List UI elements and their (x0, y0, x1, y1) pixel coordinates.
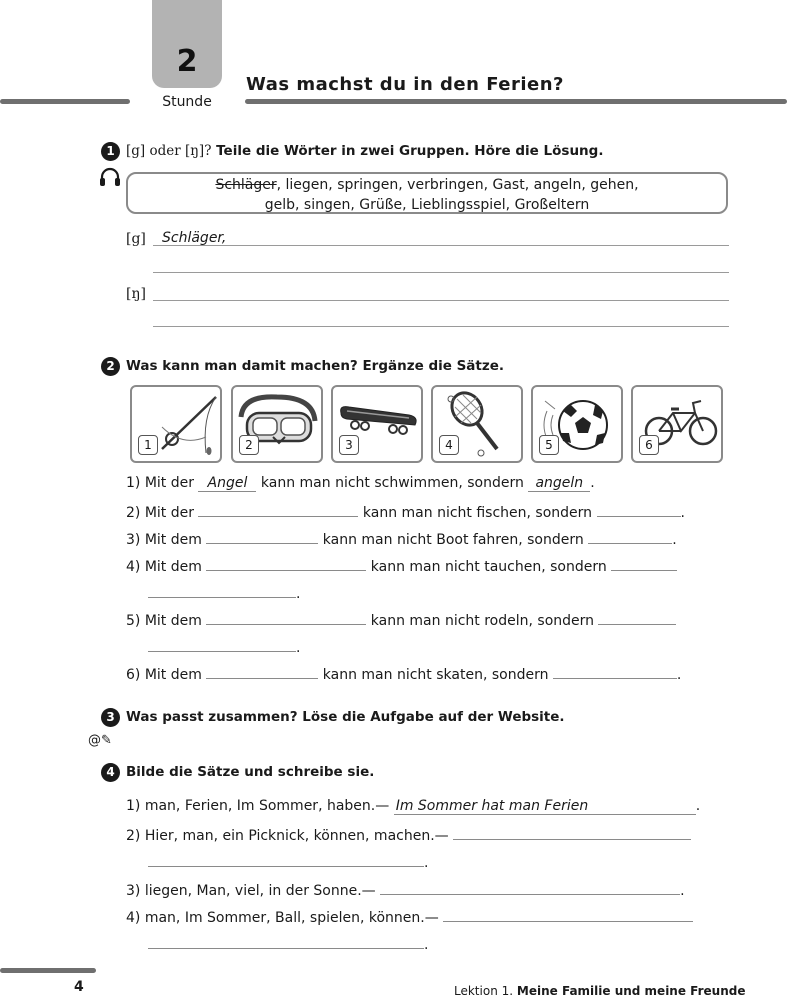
t4s2-blank-1[interactable] (453, 825, 691, 840)
task2-sentence-4 (126, 556, 677, 575)
task1-instruction-text: Teile die Wörter in zwei Gruppen. Höre die Lösung. (211, 143, 604, 159)
t4s2-number: 2) (126, 828, 141, 844)
task4-sentence-2 (126, 825, 691, 844)
website-icon[interactable]: @✎ (88, 733, 112, 748)
s1-fill-angeln[interactable]: angeln (528, 475, 590, 492)
page-title: Was machst du in den Ferien? (246, 74, 564, 95)
s5-part-b: kann man nicht rodeln, sondern (370, 613, 595, 629)
s6-part-a: Mit dem (144, 667, 202, 683)
s2-number: 2) (126, 505, 141, 521)
s3-part-b: kann man nicht Boot fahren, sondern (322, 532, 584, 548)
t4s1-prompt: man, Ferien, Im Sommer, haben.— (144, 798, 390, 814)
task2-sentence-1 (126, 475, 595, 492)
s4-blank-2[interactable] (611, 556, 677, 571)
t4s3-end: . (680, 883, 685, 899)
header-rule-right (245, 99, 787, 104)
task4-sentence-4 (126, 907, 693, 926)
task2-sentence-3 (126, 529, 677, 548)
s3-number: 3) (126, 532, 141, 548)
task1-instruction (126, 143, 603, 159)
s2-blank-2[interactable] (597, 502, 681, 517)
word-box-line2: gelb, singen, Grüße, Lieblingsspiel, Großeltern (264, 197, 590, 213)
s2-part-a: Mit der (144, 505, 194, 521)
s6-end: . (676, 667, 682, 683)
task2-instruction: Was kann man damit machen? Ergänze die Sätze. (126, 358, 505, 374)
t4s4-number: 4) (126, 910, 141, 926)
s3-end: . (672, 532, 677, 548)
t4s2-end: . (424, 855, 429, 871)
answer-line-ng-1[interactable] (153, 300, 729, 301)
footer-rule (0, 968, 96, 973)
s5-part-a: Mit dem (144, 613, 202, 629)
t4s1-answer[interactable]: Im Sommer hat man Ferien (394, 798, 696, 815)
answer-g-handwritten: Schläger, (162, 230, 227, 246)
picture-card-1 (130, 385, 222, 463)
t4s1-number: 1) (126, 798, 141, 814)
s5-blank-1[interactable] (206, 610, 366, 625)
s4-number: 4) (126, 559, 141, 575)
header-rule-left (0, 99, 130, 104)
t4s4-blank-2[interactable] (148, 934, 424, 949)
t4s1-end: . (695, 798, 701, 814)
s3-part-a: Mit dem (144, 532, 202, 548)
s2-end: . (680, 505, 685, 521)
s1-part-a: Mit der (144, 475, 194, 491)
s1-fill-angel[interactable]: Angel (198, 475, 256, 492)
t4s4-prompt: man, Im Sommer, Ball, spielen, können.— (144, 910, 439, 926)
task2-sentence-6 (126, 664, 681, 683)
s1-part-b: kann man nicht schwimmen, sondern (260, 475, 524, 491)
word-box (126, 172, 728, 214)
card-number-5: 5 (539, 435, 559, 455)
stunde-label: Stunde (162, 94, 212, 110)
s6-blank-2[interactable] (553, 664, 677, 679)
s2-part-b: kann man nicht fischen, sondern (362, 505, 593, 521)
stunde-number: 2 (176, 44, 198, 79)
task2-sentence-2 (126, 502, 685, 521)
s4-blank-1[interactable] (206, 556, 366, 571)
t4s3-blank-1[interactable] (380, 880, 680, 895)
label-g: [g] (126, 231, 146, 247)
s2-blank-1[interactable] (198, 502, 358, 517)
answer-line-ng-2[interactable] (153, 326, 729, 327)
s5-end: . (296, 640, 301, 656)
task4-sentence-2-cont (148, 852, 428, 871)
t4s4-end: . (424, 937, 429, 953)
s5-number: 5) (126, 613, 141, 629)
word-schlaeger-struck: Schläger (215, 177, 277, 193)
picture-card-4 (431, 385, 523, 463)
t4s3-prompt: liegen, Man, viel, in der Sonne.— (144, 883, 376, 899)
footer-lektion (454, 984, 745, 998)
s6-blank-1[interactable] (206, 664, 318, 679)
word-box-line1 (128, 175, 726, 195)
s3-blank-1[interactable] (206, 529, 318, 544)
s5-blank-3[interactable] (148, 637, 296, 652)
task4-instruction: Bilde die Sätze und schreibe sie. (126, 764, 375, 780)
task4-number: 4 (101, 763, 120, 782)
task4-sentence-4-cont (148, 934, 428, 953)
t4s4-blank-1[interactable] (443, 907, 693, 922)
card-number-1: 1 (138, 435, 158, 455)
task1-ipa: [g] oder [ŋ]? (126, 143, 212, 159)
s6-part-b: kann man nicht skaten, sondern (322, 667, 549, 683)
card-number-3: 3 (339, 435, 359, 455)
task3-instruction: Was passt zusammen? Löse die Aufgabe auf der Website. (126, 709, 565, 725)
task4-sentence-1 (126, 798, 700, 815)
s4-part-a: Mit dem (144, 559, 202, 575)
task2-sentence-5-cont (148, 637, 300, 656)
headphones-icon (98, 166, 122, 188)
word-box-line1-rest: , liegen, springen, verbringen, Gast, angeln, gehen, (276, 177, 639, 193)
answer-line-g-1[interactable] (153, 245, 729, 246)
s6-number: 6) (126, 667, 141, 683)
answer-line-g-2[interactable] (153, 272, 729, 273)
picture-card-6 (631, 385, 723, 463)
picture-card-5 (531, 385, 623, 463)
s3-blank-2[interactable] (588, 529, 672, 544)
label-ng: [ŋ] (126, 286, 146, 302)
task2-sentence-4-cont (148, 583, 300, 602)
card-number-6: 6 (639, 435, 659, 455)
t4s3-number: 3) (126, 883, 141, 899)
task2-number: 2 (101, 357, 120, 376)
t4s2-blank-2[interactable] (148, 852, 424, 867)
t4s2-prompt: Hier, man, ein Picknick, können, machen.— (144, 828, 449, 844)
s4-part-b: kann man nicht tauchen, sondern (370, 559, 607, 575)
s1-end: . (590, 475, 595, 491)
task2-sentence-5 (126, 610, 676, 629)
s5-blank-2[interactable] (598, 610, 676, 625)
page-number: 4 (74, 979, 84, 995)
picture-card-2 (231, 385, 323, 463)
picture-card-3 (331, 385, 423, 463)
card-number-4: 4 (439, 435, 459, 455)
s4-end: . (296, 586, 301, 602)
card-number-2: 2 (239, 435, 259, 455)
lektion-prefix: Lektion 1. (454, 984, 514, 998)
s1-number: 1) (126, 475, 141, 491)
task4-sentence-3 (126, 880, 685, 899)
task1-number: 1 (101, 142, 120, 161)
s4-blank-3[interactable] (148, 583, 296, 598)
task3-number: 3 (101, 708, 120, 727)
lektion-title: Meine Familie und meine Freunde (516, 984, 746, 998)
